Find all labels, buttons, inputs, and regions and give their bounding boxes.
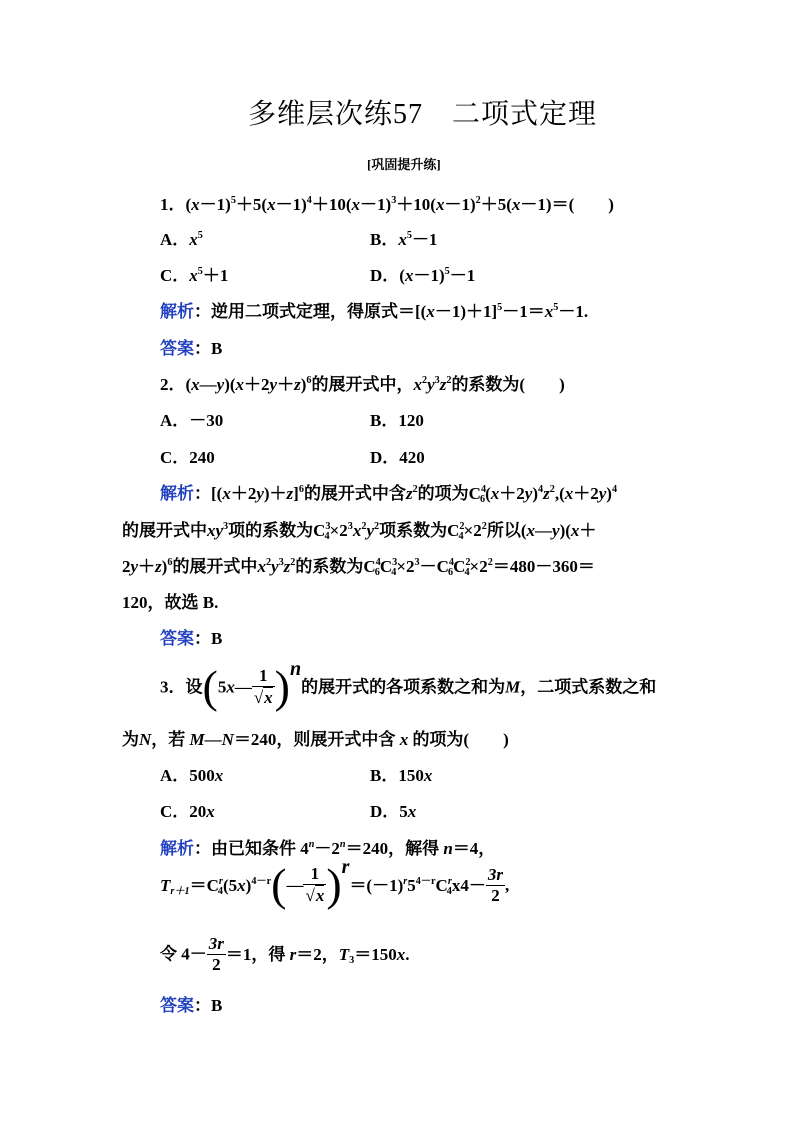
q2-analysis-line1: 解析：$[(x+2y)+z]^6$的展开式中含$z^2$的项为$C^4_6(x+2y)^4z^2,(x+2y)^4$ — [160, 483, 618, 506]
q3-option-d: D．5x — [370, 802, 417, 821]
q1-analysis: 解析：逆用二项式定理，得原式$=[(x-1)+1]^5-1=x^5-1$. — [160, 301, 589, 321]
q3-stem-line2: 为N，若 M—N＝240，则展开式中含 x 的项为( ) — [122, 730, 509, 749]
q1-stem: 1．$(x-1)^5+5(x-1)^4+10(x-1)^3+10(x-1)^2+5(x-1)=$( ) — [160, 194, 614, 214]
q3-answer: 答案：B — [160, 996, 223, 1015]
q1-option-b: B．$x^5-1$ — [370, 229, 438, 249]
q3-stem-line1: 3．设(5x— $\frac{1}{√x}$ )$^n$的展开式的各项系数之和为M，二项式系数之和 — [160, 657, 657, 712]
q3-analysis-formula: $T_{r+1}=C^r_4(5x)^{4-r}(—$ $\frac{1}{√x}$ )$^r=(-1)^r5^{4-r}C^r_4x4-$ $\frac{3r}{2}$ , — [160, 855, 510, 910]
page-title: 多维层次练57 二项式定理 — [248, 99, 598, 130]
q2-option-a: A．－30 — [160, 411, 224, 430]
q2-option-c: C．240 — [160, 448, 215, 467]
q1-option-c: C．$x^5+1$ — [160, 265, 229, 285]
q2-analysis-line3: 2y＋z)$^6$的展开式中$x^2y^3z^2$的系数为$C^4_6C^3_4\times 2^3-C^4_6C^2_4\times 2^2=480-360=$ — [122, 556, 595, 579]
q2-stem: 2．$(x—y)(x+2y+z)^6$的展开式中，$x^2y^3z^2$的系数为( ) — [160, 374, 565, 394]
q3-fraction: $\frac{1}{√x}$ — [253, 666, 273, 707]
q3-analysis-line3: 令 4－ $\frac{3r}{2}$ ＝1，得 r＝2，$T_3=150x$. — [160, 934, 410, 974]
q1-option-d: D．$(x-1)^5-1$ — [370, 265, 476, 285]
section-subtitle: [巩固提升练] — [367, 157, 441, 172]
q2-answer: 答案：B — [160, 629, 223, 648]
q1-option-a: A．$x^5$ — [160, 229, 203, 249]
q3-option-a: A．500x — [160, 766, 224, 785]
q2-option-d: D．420 — [370, 448, 425, 467]
q2-option-b: B．120 — [370, 411, 424, 430]
q3-analysis-line1: 解析：由已知条件 $4^n-2^n=240$，解得 n＝4， — [160, 838, 496, 858]
q2-analysis-line4: 120，故选 B. — [122, 593, 219, 612]
q3-option-c: C．20x — [160, 802, 215, 821]
q2-analysis-line2: 的展开式中$xy^3$项的系数为$C^3_4\times 2^3x^2y^2$项系数为$C^2_4\times 2^2$所以(x—y)(x＋ — [122, 520, 597, 543]
q1-answer: 答案：B — [160, 339, 223, 358]
q3-option-b: B．150x — [370, 766, 433, 785]
